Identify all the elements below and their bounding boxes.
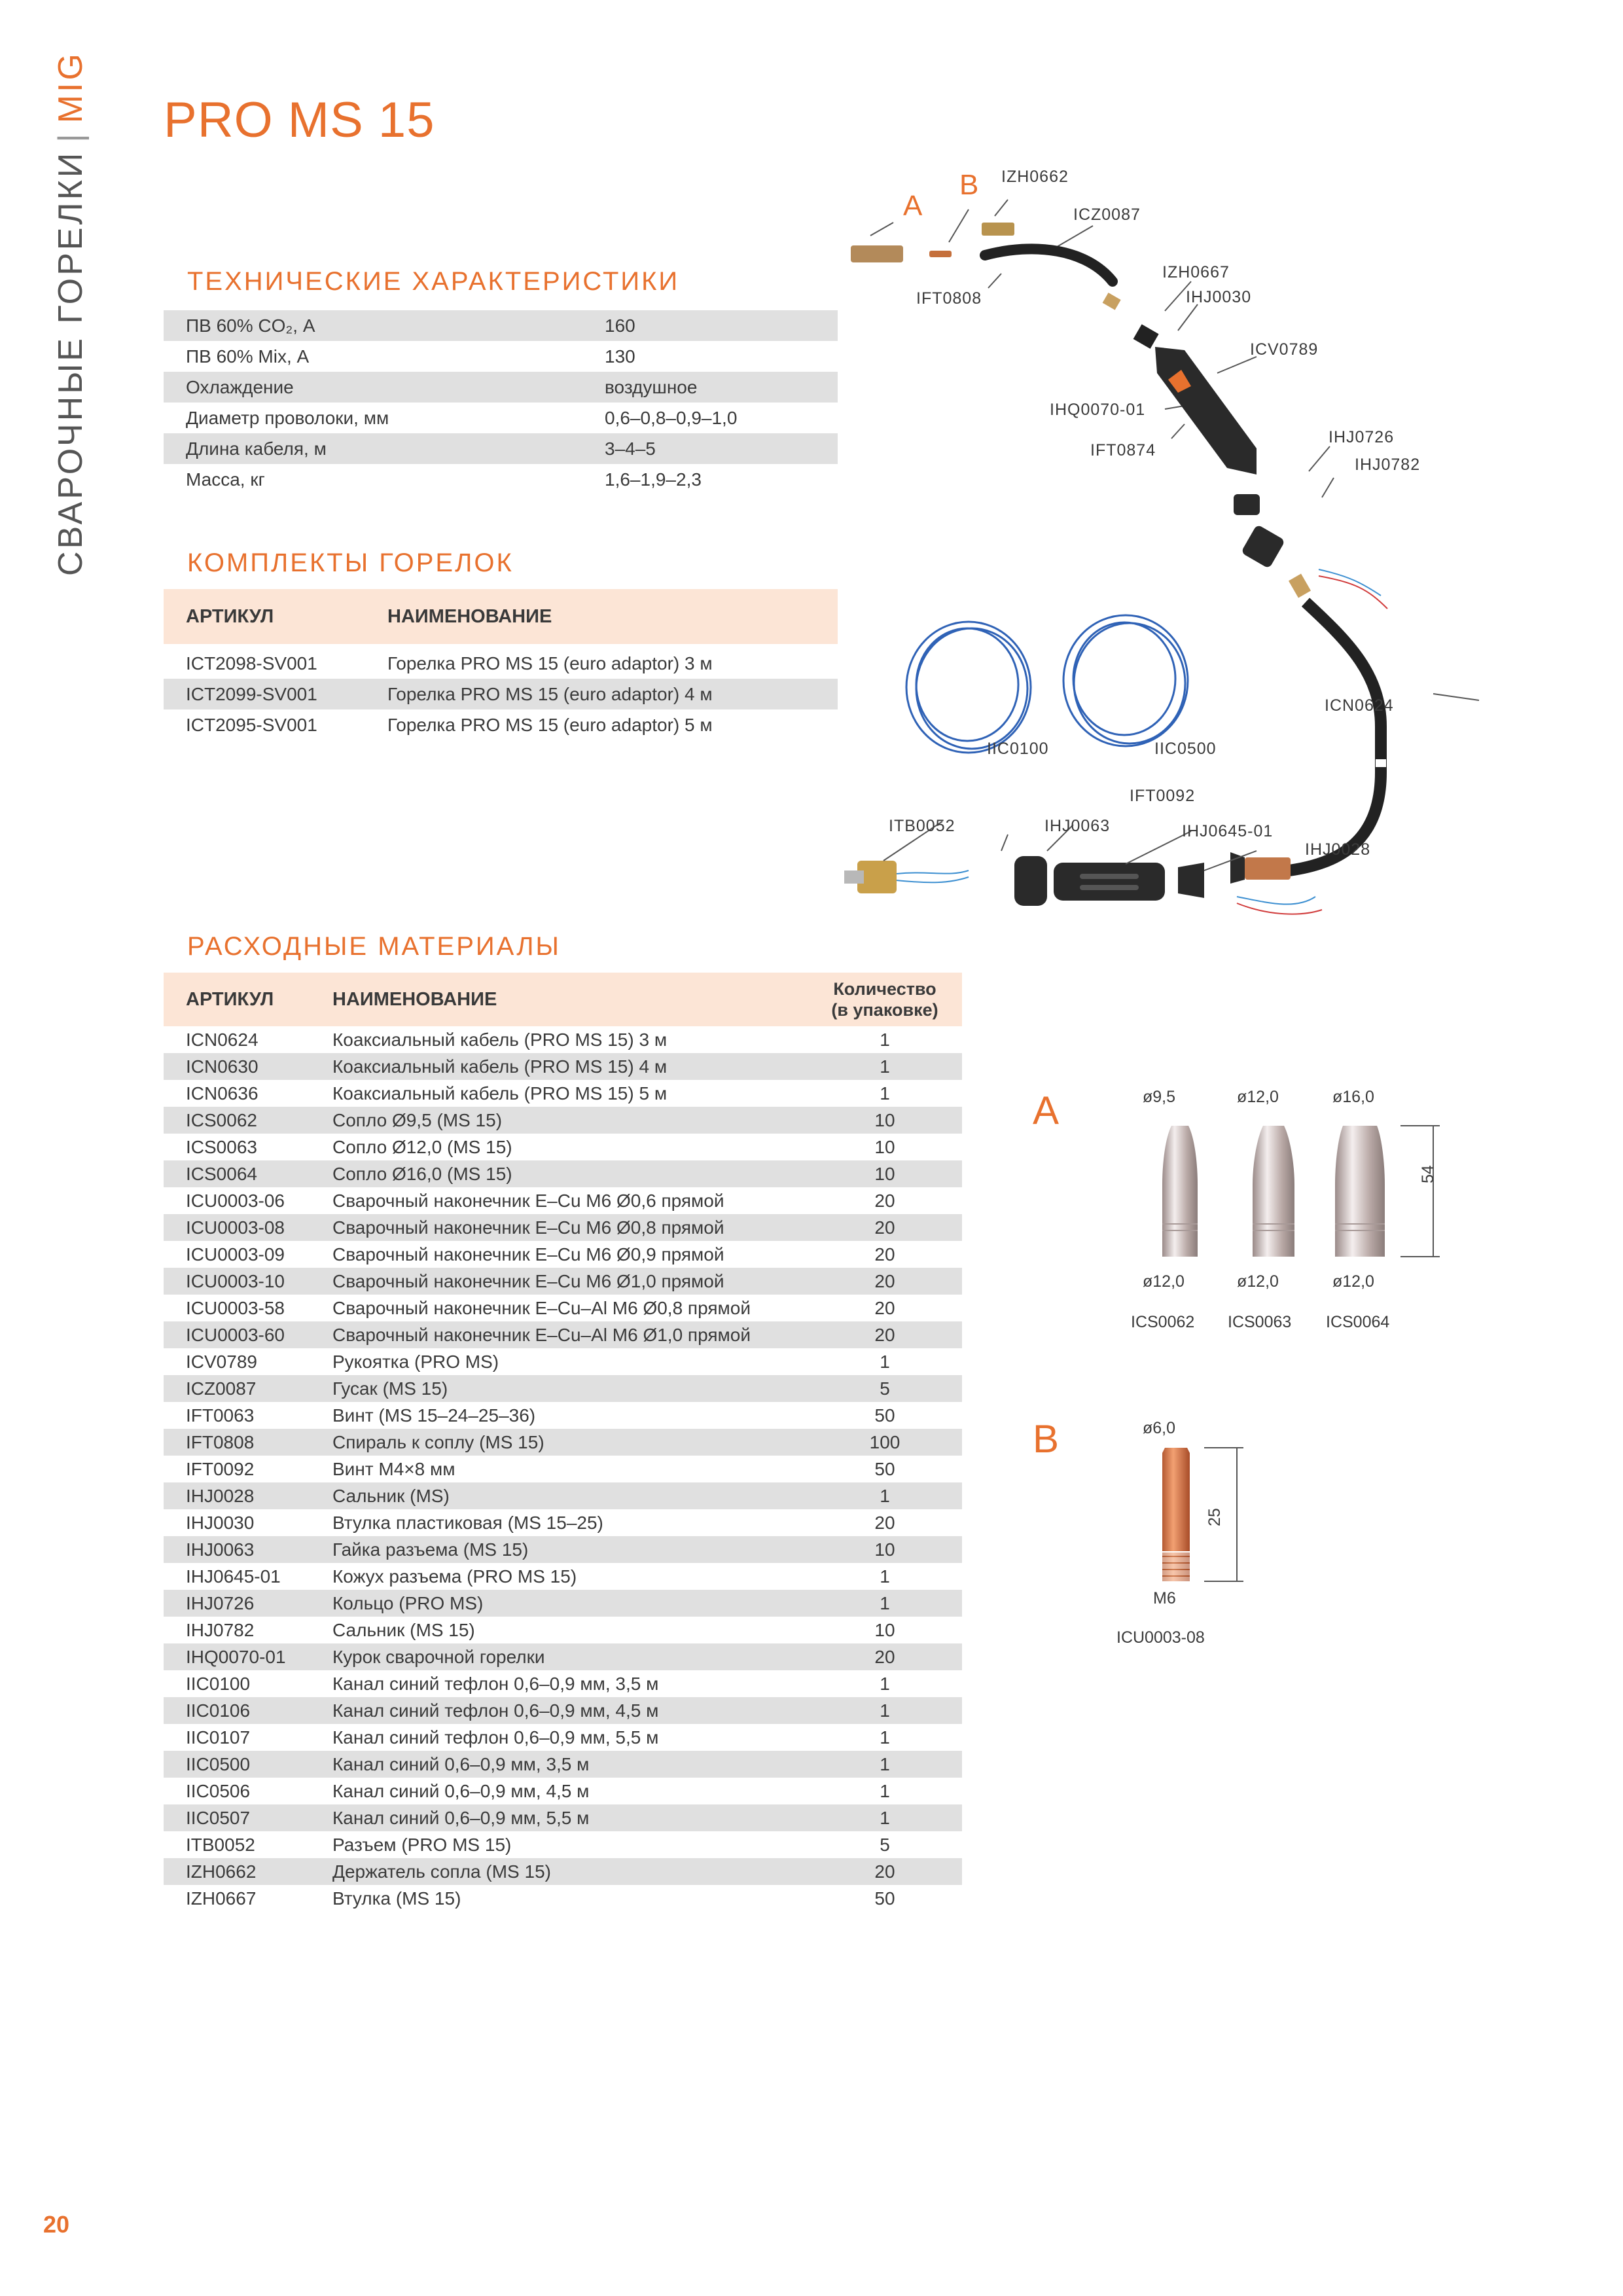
- consumable-qty: 50: [874, 1405, 895, 1426]
- consumable-name: Коаксиальный кабель (PRO MS 15) 5 м: [332, 1083, 668, 1103]
- consumable-qty: 20: [874, 1190, 895, 1211]
- label-icv0789: ICV0789: [1250, 340, 1319, 359]
- kits-heading: КОМПЛЕКТЫ ГОРЕЛОК: [187, 548, 514, 577]
- spec-label: Длина кабеля, м: [164, 433, 582, 464]
- consumable-qty: 20: [808, 1268, 962, 1295]
- side-title-sep: |: [52, 131, 90, 143]
- tip-thread: M6: [1153, 1589, 1176, 1607]
- consumable-row: [164, 1295, 962, 1321]
- consumable-row: [164, 1402, 962, 1429]
- consumable-article: IHJ0726: [164, 1590, 310, 1617]
- consumable-row: [164, 1482, 962, 1509]
- tip-drawing: [1113, 1440, 1283, 1597]
- label-ihj0063: IHJ0063: [1044, 817, 1111, 835]
- label-icz0087: ICZ0087: [1073, 206, 1141, 224]
- consumable-name: Канал синий тефлон 0,6–0,9 мм, 5,5 м: [332, 1727, 659, 1748]
- kit-article: ICT2099-SV001: [164, 679, 365, 709]
- tip-length: 25: [1205, 1508, 1224, 1526]
- consumable-qty: 50: [874, 1888, 895, 1909]
- consumable-row: [164, 1456, 962, 1482]
- label-a: A: [903, 190, 923, 222]
- label-ihj0726: IHJ0726: [1329, 428, 1395, 446]
- consumable-name: Разъем (PRO MS 15): [332, 1834, 512, 1855]
- nozzle-holder-part: [982, 223, 1014, 236]
- consumable-article: IZH0662: [164, 1858, 310, 1885]
- consumable-article: IFT0063: [186, 1405, 255, 1426]
- nozzle-2: [1253, 1126, 1294, 1257]
- spec-label: Диаметр проволоки, мм: [186, 407, 389, 428]
- nozzle-part: [851, 245, 903, 262]
- consumable-qty: 1: [808, 1804, 962, 1831]
- label-ift0874: IFT0874: [1090, 441, 1156, 459]
- consumable-row: [164, 1375, 962, 1402]
- consumable-row: [164, 1858, 962, 1885]
- consumable-qty: 20: [874, 1244, 895, 1265]
- consumable-article: IIC0507: [164, 1804, 310, 1831]
- consumable-row: [164, 1026, 962, 1053]
- label-iic0100: IIC0100: [987, 740, 1049, 758]
- label-icn0624: ICN0624: [1325, 696, 1394, 715]
- connector-nut-part: [1014, 856, 1047, 906]
- consumable-row: [164, 1590, 962, 1617]
- spec-label: Масса, кг: [186, 469, 265, 490]
- consumable-article: IHJ0782: [186, 1619, 255, 1640]
- consumable-name: Канал синий 0,6–0,9 мм, 5,5 м: [310, 1804, 808, 1831]
- consumable-qty: 1: [808, 1482, 962, 1509]
- consumable-qty: 1: [880, 1566, 890, 1587]
- tip-part: [929, 251, 952, 257]
- consumable-row: [164, 1160, 962, 1187]
- gooseneck-part: [985, 249, 1113, 281]
- page-number: 20: [43, 2211, 70, 2238]
- consumable-qty: 20: [874, 1297, 895, 1318]
- consumable-article: ICZ0087: [164, 1375, 310, 1402]
- consumable-row: [164, 1509, 962, 1536]
- consumable-row: [164, 1080, 962, 1107]
- consumable-name: Канал синий тефлон 0,6–0,9 мм, 4,5 м: [310, 1697, 808, 1724]
- consumable-article: IHQ0070-01: [164, 1643, 310, 1670]
- consumable-article: IHJ0063: [164, 1536, 310, 1563]
- consumable-article: ICU0003-10: [164, 1268, 310, 1295]
- specs-table: [164, 310, 838, 495]
- spec-row: [164, 403, 838, 433]
- spec-row: [164, 433, 838, 464]
- consumable-article: ICU0003-08: [164, 1214, 310, 1241]
- page-title: PRO MS 15: [164, 92, 435, 148]
- kit-name: Горелка PRO MS 15 (euro adaptor) 5 м: [387, 714, 713, 735]
- consumable-row: [164, 1885, 962, 1912]
- label-itb0052: ITB0052: [889, 817, 955, 835]
- liner-coils: [906, 615, 1188, 753]
- spec-row: [164, 341, 838, 372]
- consumable-article: IIC0106: [164, 1697, 310, 1724]
- label-ihq0070: IHQ0070-01: [1050, 401, 1146, 419]
- consumable-name: Кольцо (PRO MS): [310, 1590, 808, 1617]
- nozzle-1-top-d: ø9,5: [1143, 1088, 1176, 1106]
- consumable-article: ITB0052: [186, 1834, 255, 1855]
- consumable-name: Сопло Ø12,0 (MS 15): [332, 1136, 512, 1157]
- tip-letter: B: [1033, 1417, 1060, 1461]
- label-iic0500: IIC0500: [1154, 740, 1217, 758]
- nozzle-1-code: ICS0062: [1131, 1313, 1195, 1331]
- nozzle-2-top-d: ø12,0: [1237, 1088, 1279, 1106]
- consumable-row: [164, 1831, 962, 1858]
- consumable-row: [164, 1053, 962, 1080]
- label-ihj0645: IHJ0645-01: [1182, 822, 1274, 840]
- cons-col-article: АРТИКУЛ: [164, 973, 310, 1026]
- consumable-article: IHJ0030: [186, 1512, 255, 1533]
- kits-table: [164, 589, 838, 740]
- cons-col-name: НАИМЕНОВАНИЕ: [310, 973, 808, 1026]
- consumable-article: IHJ0028: [164, 1482, 310, 1509]
- consumable-article: ICU0003-09: [186, 1244, 285, 1265]
- nozzles-drawing: [1113, 1113, 1453, 1283]
- consumable-name: Спираль к соплу (MS 15): [310, 1429, 808, 1456]
- nozzle-3-top-d: ø16,0: [1332, 1088, 1374, 1106]
- consumable-row: [164, 1536, 962, 1563]
- consumable-article: IIC0100: [186, 1673, 251, 1694]
- spec-label: ПВ 60% CO₂, А: [164, 310, 582, 341]
- consumable-name: Сопло Ø16,0 (MS 15): [310, 1160, 808, 1187]
- cons-col-qty-line2: (в упаковке): [831, 1000, 938, 1020]
- handle-part: [1155, 347, 1257, 475]
- consumable-qty: 20: [808, 1858, 962, 1885]
- nozzle-3: [1335, 1126, 1385, 1257]
- specs-heading: ТЕХНИЧЕСКИЕ ХАРАКТЕРИСТИКИ: [187, 267, 680, 296]
- side-title-tag: MIG: [52, 51, 90, 124]
- kit-article: ICT2098-SV001: [186, 653, 317, 673]
- nozzle-3-code: ICS0064: [1326, 1313, 1390, 1331]
- consumable-qty: 10: [808, 1160, 962, 1187]
- spec-row: [164, 310, 838, 341]
- consumable-qty: 1: [880, 1727, 890, 1748]
- consumable-qty: 10: [808, 1536, 962, 1563]
- kit-name: Горелка PRO MS 15 (euro adaptor) 3 м: [387, 653, 713, 673]
- consumable-article: IIC0500: [164, 1751, 310, 1778]
- spec-label: ПВ 60% Mix, А: [186, 346, 310, 367]
- consumable-qty: 5: [880, 1834, 890, 1855]
- consumable-name: Сальник (MS 15): [332, 1619, 475, 1640]
- nozzles-height: 54: [1419, 1165, 1437, 1183]
- consumable-row: [164, 1429, 962, 1456]
- kit-name: Горелка PRO MS 15 (euro adaptor) 4 м: [365, 679, 838, 709]
- consumable-article: ICU0003-58: [186, 1297, 285, 1318]
- consumable-name: Коаксиальный кабель (PRO MS 15) 3 м: [332, 1029, 668, 1050]
- consumable-qty: 1: [880, 1029, 890, 1050]
- nozzle-1-bottom-d: ø12,0: [1143, 1272, 1185, 1291]
- consumable-article: ICN0630: [164, 1053, 310, 1080]
- consumable-name: Сопло Ø9,5 (MS 15): [310, 1107, 808, 1134]
- kits-col-article: АРТИКУЛ: [164, 589, 365, 644]
- label-ihj0782: IHJ0782: [1355, 456, 1421, 474]
- consumable-qty: 100: [808, 1429, 962, 1456]
- consumable-qty: 1: [808, 1053, 962, 1080]
- kit-row: [164, 679, 838, 709]
- label-ihj0030: IHJ0030: [1186, 288, 1252, 306]
- spec-row: [164, 464, 838, 495]
- spec-value: 160: [582, 310, 838, 341]
- label-ift0092: IFT0092: [1130, 787, 1196, 805]
- consumable-qty: 5: [808, 1375, 962, 1402]
- consumable-qty: 20: [874, 1512, 895, 1533]
- connector-cover-part: [1054, 863, 1165, 901]
- consumable-article: ICS0062: [164, 1107, 310, 1134]
- consumable-name: Сварочный наконечник E–Cu–Al M6 Ø1,0 прямой: [310, 1321, 808, 1348]
- tip-body: [1162, 1448, 1190, 1551]
- consumable-name: Гайка разъема (MS 15): [310, 1536, 808, 1563]
- consumable-name: Сварочный наконечник E–Cu M6 Ø0,8 прямой: [310, 1214, 808, 1241]
- tip-code: ICU0003-08: [1116, 1628, 1205, 1647]
- consumable-name: Гусак (MS 15): [310, 1375, 808, 1402]
- consumable-name: Винт M4×8 мм: [332, 1458, 455, 1479]
- consumable-qty: 20: [808, 1321, 962, 1348]
- side-title-text: СВАРОЧНЫЕ ГОРЕЛКИ: [52, 150, 90, 576]
- consumable-row: [164, 1214, 962, 1241]
- consumable-article: IHJ0645-01: [186, 1566, 281, 1587]
- consumable-article: ICV0789: [186, 1351, 257, 1372]
- label-b: B: [959, 169, 979, 201]
- consumable-row: [164, 1563, 962, 1590]
- consumable-qty: 1: [880, 1351, 890, 1372]
- consumable-name: Втулка (MS 15): [332, 1888, 461, 1909]
- consumable-name: Винт (MS 15–24–25–36): [332, 1405, 536, 1426]
- kits-col-name: НАИМЕНОВАНИЕ: [365, 589, 838, 644]
- kit-article: ICT2095-SV001: [186, 714, 317, 735]
- consumable-qty: 10: [874, 1619, 895, 1640]
- consumable-name: Сварочный наконечник E–Cu M6 Ø0,6 прямой: [332, 1190, 724, 1211]
- consumable-name: Сварочный наконечник E–Cu M6 Ø1,0 прямой: [310, 1268, 808, 1295]
- consumable-article: ICU0003-06: [186, 1190, 285, 1211]
- consumable-row: [164, 1348, 962, 1375]
- spec-value: 1,6–1,9–2,3: [605, 469, 702, 490]
- consumable-qty: 20: [808, 1643, 962, 1670]
- spec-value: 3–4–5: [582, 433, 838, 464]
- side-title: [51, 51, 90, 576]
- consumable-qty: 1: [808, 1590, 962, 1617]
- consumable-article: IIC0107: [186, 1727, 251, 1748]
- cons-col-qty-line1: Количество: [833, 979, 936, 999]
- nozzle-3-bottom-d: ø12,0: [1332, 1272, 1374, 1291]
- nozzle-2-bottom-d: ø12,0: [1237, 1272, 1279, 1291]
- consumable-article: IFT0092: [186, 1458, 255, 1479]
- consumable-article: ICN0624: [186, 1029, 259, 1050]
- consumable-article: ICN0636: [186, 1083, 259, 1103]
- consumable-row: [164, 1670, 962, 1697]
- consumable-article: ICS0063: [186, 1136, 257, 1157]
- consumable-row: [164, 1268, 962, 1295]
- consumable-article: IIC0506: [186, 1780, 251, 1801]
- consumable-qty: 10: [808, 1107, 962, 1134]
- nozzle-1: [1162, 1126, 1198, 1257]
- consumable-name: Сварочный наконечник E–Cu M6 Ø0,9 прямой: [332, 1244, 724, 1265]
- consumable-row: [164, 1617, 962, 1643]
- consumable-article: IFT0808: [164, 1429, 310, 1456]
- consumable-name: Рукоятка (PRO MS): [332, 1351, 499, 1372]
- consumables-table: [164, 973, 962, 1912]
- consumable-name: Сварочный наконечник E–Cu–Al M6 Ø0,8 прямой: [332, 1297, 751, 1318]
- consumable-qty: 1: [808, 1697, 962, 1724]
- consumable-qty: 50: [874, 1458, 895, 1479]
- consumable-row: [164, 1697, 962, 1724]
- label-ihj0028: IHJ0028: [1305, 840, 1371, 859]
- consumables-heading: РАСХОДНЫЕ МАТЕРИАЛЫ: [187, 932, 561, 961]
- spec-label: Охлаждение: [164, 372, 582, 403]
- kit-row: [164, 648, 838, 679]
- consumable-article: IZH0667: [186, 1888, 257, 1909]
- consumable-name: Курок сварочной горелки: [310, 1643, 808, 1670]
- consumable-qty: 20: [808, 1214, 962, 1241]
- spec-value: воздушное: [582, 372, 838, 403]
- consumable-article: ICU0003-60: [164, 1321, 310, 1348]
- spec-row: [164, 372, 838, 403]
- consumable-name: Канал синий 0,6–0,9 мм, 4,5 м: [332, 1780, 590, 1801]
- consumable-name: Кожух разъема (PRO MS 15): [332, 1566, 577, 1587]
- consumable-qty: 10: [874, 1136, 895, 1157]
- kit-row: [164, 709, 838, 740]
- label-izh0667: IZH0667: [1162, 263, 1230, 281]
- consumable-qty: 1: [808, 1751, 962, 1778]
- consumable-name: Канал синий тефлон 0,6–0,9 мм, 3,5 м: [332, 1673, 659, 1694]
- cable-part: [1289, 602, 1381, 870]
- tip-top-d: ø6,0: [1143, 1419, 1176, 1437]
- consumable-article: ICS0064: [164, 1160, 310, 1187]
- nozzle-2-code: ICS0063: [1228, 1313, 1292, 1331]
- consumable-qty: 1: [880, 1673, 890, 1694]
- consumable-row: [164, 1107, 962, 1134]
- consumable-row: [164, 1804, 962, 1831]
- consumable-name: Втулка пластиковая (MS 15–25): [332, 1512, 603, 1533]
- consumable-qty: 1: [880, 1083, 890, 1103]
- spec-value: 0,6–0,8–0,9–1,0: [605, 407, 738, 428]
- label-ift0808: IFT0808: [916, 289, 982, 308]
- consumable-name: Сальник (MS): [310, 1482, 808, 1509]
- spec-value: 130: [605, 346, 635, 367]
- consumable-name: Канал синий 0,6–0,9 мм, 3,5 м: [310, 1751, 808, 1778]
- consumable-row: [164, 1241, 962, 1268]
- nozzles-letter: A: [1033, 1088, 1060, 1132]
- consumable-row: [164, 1724, 962, 1751]
- consumable-row: [164, 1778, 962, 1804]
- consumable-row: [164, 1134, 962, 1160]
- consumable-row: [164, 1321, 962, 1348]
- consumable-row: [164, 1643, 962, 1670]
- consumable-row: [164, 1751, 962, 1778]
- label-izh0662: IZH0662: [1001, 168, 1069, 186]
- consumable-name: Коаксиальный кабель (PRO MS 15) 4 м: [310, 1053, 808, 1080]
- consumable-qty: 1: [880, 1780, 890, 1801]
- consumable-name: Держатель сопла (MS 15): [310, 1858, 808, 1885]
- consumable-row: [164, 1187, 962, 1214]
